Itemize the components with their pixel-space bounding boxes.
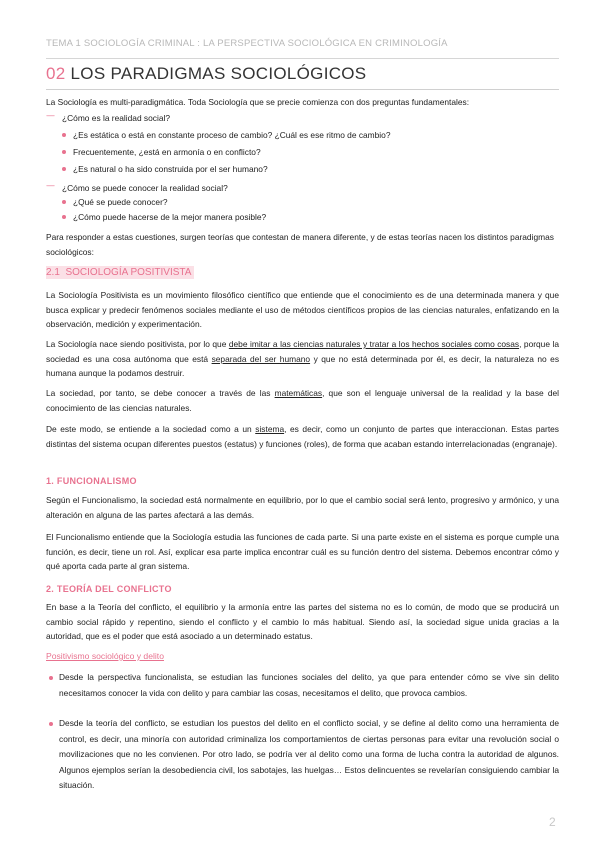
subsection-title: SOCIOLOGÍA POSITIVISTA — [65, 267, 192, 278]
subsection-number: 2.1 — [46, 267, 60, 278]
bullet-icon — [62, 215, 66, 219]
crime-heading: Positivismo sociológico y delito — [46, 651, 164, 661]
bullet-icon — [62, 167, 66, 171]
running-header: TEMA 1 SOCIOLOGÍA CRIMINAL : LA PERSPECTIVA SOCIOLÓGICA EN CRIMINOLOGÍA — [46, 38, 448, 49]
section-title-text: LOS PARADIGMAS SOCIOLÓGICOS — [70, 64, 367, 83]
positivism-paragraph-4: De este modo, se entiende a la sociedad como a un sistema, es decir, como un conjunto de partes que interaccionan. Estas partes distintas del sistema ocupan diferentes puestos (estatus) y funciones (roles), de forma que acaban estando interrelacionadas (engranaje). — [46, 424, 559, 449]
list-item: Desde la perspectiva funcionalista, se estudian las funciones sociales del delito, ya que para entender cómo se vive sin delito necesitamos conocer la vida con delito y para cambiar las cosas, necesitamos el delito, que provoca cambios. — [46, 670, 559, 701]
conflict-paragraph: En base a la Teoría del conflicto, el equilibrio y la armonía entre las partes del sistema no es lo común, de modo que se producirá un cambio social rápido y repentino, siendo el conflicto y el cambio lo más habitual. Siendo así, la sociedad sigue unida gracias a la autoridad, que es el poder que está asociado a un determinado estatus. — [46, 602, 559, 641]
positivism-paragraph-3: La sociedad, por tanto, se debe conocer a través de las matemáticas, que son el lenguaje universal de la realidad y la base del conocimiento de las ciencias naturales. — [46, 388, 560, 413]
positivism-paragraph-1: La Sociología Positivista es un movimiento filosófico científico que entiende que el conocimiento es de una determinada manera y que busca explicar y predecir fenómenos sociales mediante el uso de métodos científicos propios de las ciencias naturales, enfatizando en la observación, medición y experimentación. — [46, 290, 559, 329]
intro-paragraph: La Sociología es multi-paradigmática. Toda Sociología que se precie comienza con dos preguntas fundamentales: — [46, 97, 470, 107]
section-divider — [46, 89, 559, 90]
section-number: 02 — [46, 64, 66, 83]
functionalism-paragraph-2: El Funcionalismo entiende que la Sociología estudia las funciones de cada parte. Si una parte existe en el sistema es porque cumple una función, es decir, tiene un rol. Así, explicar esa parte implica encontrar cuál es su función dentro del sistema. Debemos encontrar cómo y qué aporta cada parte al gran sistema. — [46, 532, 559, 571]
bullet-icon — [62, 133, 66, 137]
list-item: Desde la teoría del conflicto, se estudian los puestos del delito en el conflicto social, y se define al delito como una herramienta de control, es decir, una minoría con autoridad criminaliza los comportamientos de ciertas personas para evitar una revolución social o movilizaciones que no les convienen. Por otro lado, se podría ver al delito como una forma de lucha contra la autoridad de algunos. Algunos ejemplos serían la desobediencia civil, los sabotajes, las huelgas… Estos delincuentes se revelarían consiguiendo cambiar la situación. — [46, 716, 559, 794]
bullet-icon — [49, 722, 53, 726]
list-item: ¿Es estática o está en constante proceso de cambio? ¿Cuál es ese ritmo de cambio? — [62, 128, 391, 142]
dash-marker: — — [46, 181, 55, 191]
subsection-heading — [46, 267, 194, 278]
list-item: ¿Es natural o ha sido construida por el ser humano? — [62, 162, 268, 176]
functionalism-heading: 1. FUNCIONALISMO — [46, 476, 137, 486]
question-1: ¿Cómo es la realidad social? — [62, 113, 170, 123]
question-2: ¿Cómo se puede conocer la realidad social? — [62, 183, 228, 193]
bullet-icon — [62, 200, 66, 204]
positivism-paragraph-2: La Sociología nace siendo positivista, por lo que debe imitar a las ciencias naturales y tratar a los hechos sociales como cosas, porque la sociedad es una cosa autónoma que está separada del ser humano y que no está determinada por él, es decir, la naturaleza no es humana aunque la podamos destruir. — [46, 339, 560, 378]
list-item: ¿Qué se puede conocer? — [62, 195, 168, 209]
transition-paragraph: Para responder a estas cuestiones, surgen teorías que contestan de manera diferente, y de estas teorías nacen los distintos paradigmas sociológicos: — [46, 232, 554, 257]
header-divider — [46, 58, 559, 59]
section-title — [46, 64, 366, 84]
conflict-heading: 2. TEORÍA DEL CONFLICTO — [46, 584, 172, 594]
list-item: ¿Cómo puede hacerse de la mejor manera posible? — [62, 210, 266, 224]
page-number: 2 — [549, 815, 556, 829]
dash-marker: — — [46, 111, 55, 121]
list-item: Frecuentemente, ¿está en armonía o en conflicto? — [62, 145, 261, 159]
functionalism-paragraph-1: Según el Funcionalismo, la sociedad está normalmente en equilibrio, por lo que el cambio social será lento, progresivo y armónico, y una alteración en alguna de las partes afectará a las demás. — [46, 495, 559, 520]
bullet-icon — [49, 676, 53, 680]
bullet-icon — [62, 150, 66, 154]
